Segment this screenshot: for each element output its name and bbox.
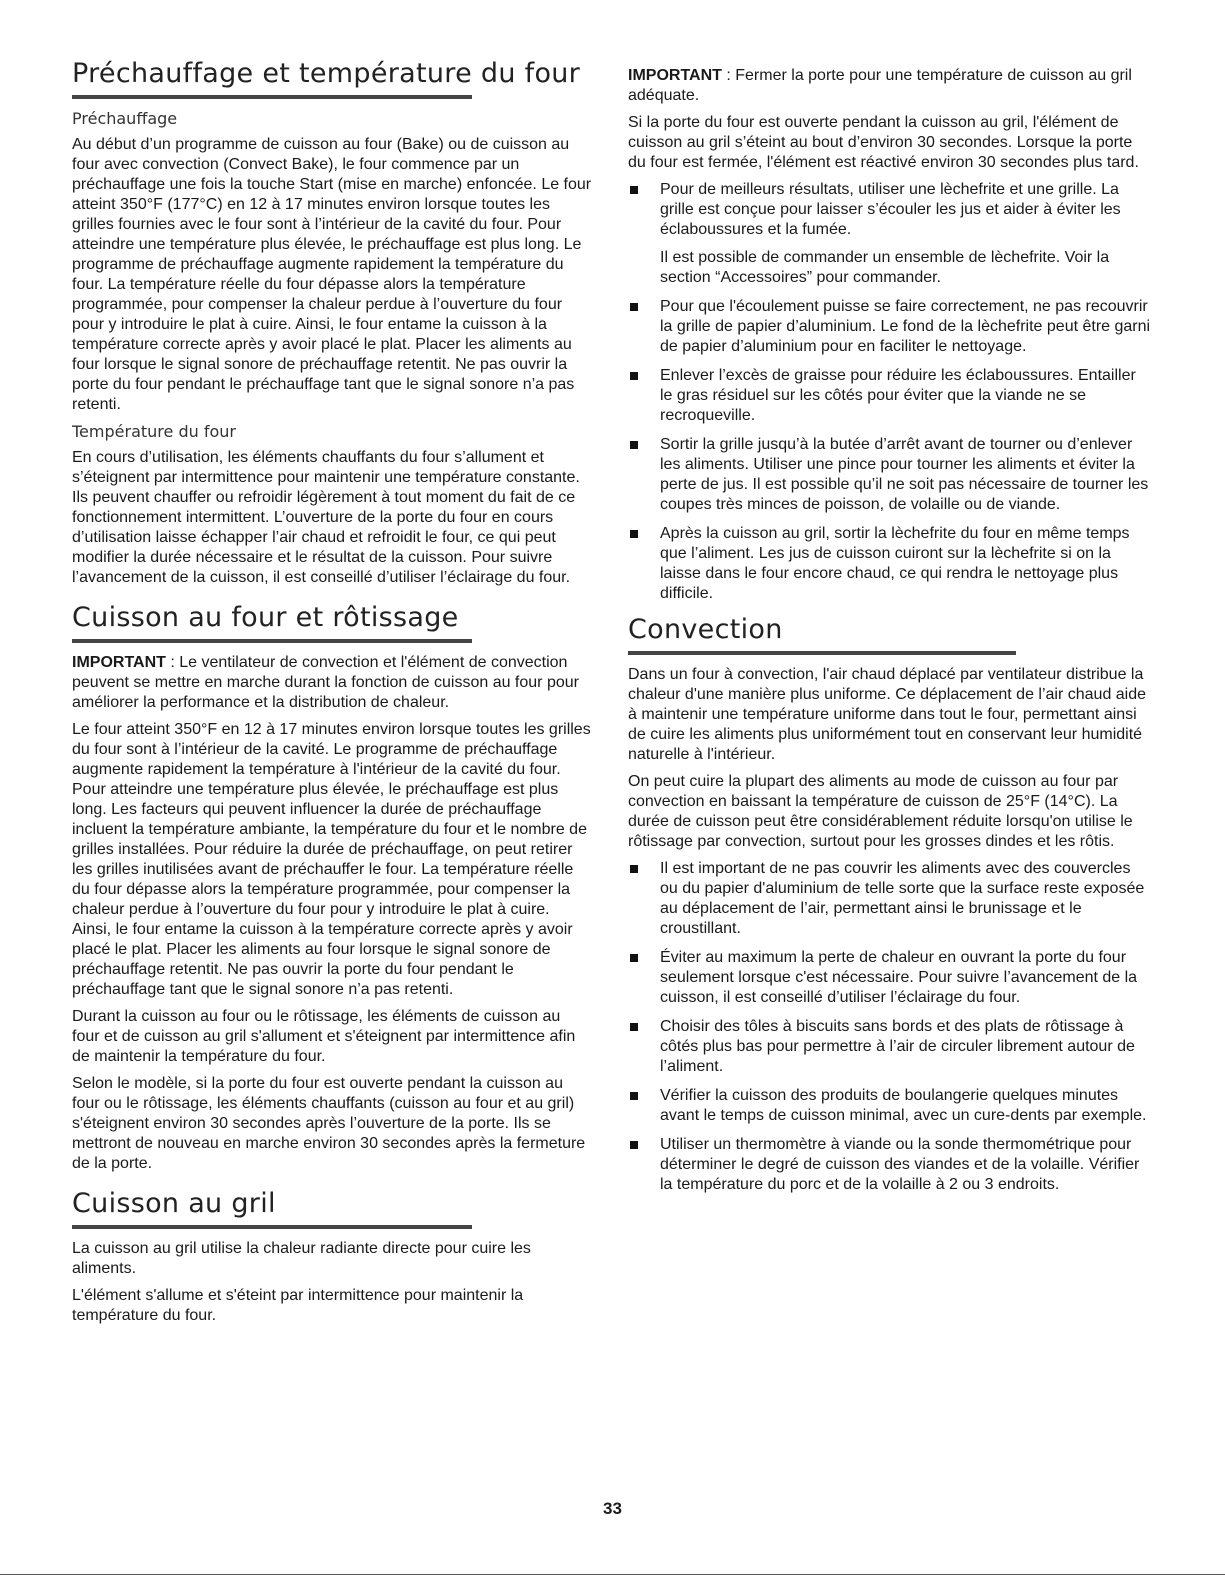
- bottom-border: [0, 1574, 1225, 1575]
- bullet-square-icon: [630, 865, 638, 873]
- subheading-preheat: Préchauffage: [72, 109, 178, 128]
- bullet-square-icon: [630, 1023, 638, 1031]
- section-title-preheat: Préchauffage et température du four: [72, 58, 581, 89]
- bullet-square-icon: [630, 372, 638, 380]
- section-rule: [72, 639, 472, 643]
- bullet-square-icon: [630, 954, 638, 962]
- subheading-oven-temp: Température du four: [72, 422, 236, 441]
- section-title-broil: Cuisson au gril: [72, 1188, 276, 1219]
- bullet-square-icon: [630, 1092, 638, 1100]
- convection-bullet-list: [628, 859, 1152, 1195]
- paragraph: Au début d’un programme de cuisson au four (Bake) ou de cuisson au four avec convection (Convect Bake), le four commence par un préchauffage une fois la touche Start (mise en marche) enfoncée. Le four atteint 350°F (177°C) en 12 à 17 minutes environ lorsque toutes les grilles fournies avec le four sont à l’intérieur de la cavité du four. Pour atteindre une température plus élevée, le préchauffage est plus long. Le programme de préchauffage augmente rapidement la température du four. La température réelle du four dépasse alors la température programmée, pour compenser la chaleur perdue à l’ouverture du four pour y introduire le plat à cuire. Ainsi, le four entame la cuisson à la température correcte après y avoir placé le plat. Placer les aliments au four lorsque le signal sonore de préchauffage retentit. Ne pas ouvrir la porte du four pendant le préchauffage tant que le signal sonore n’a pas retenti.: [72, 136, 592, 413]
- list-item: Sortir la grille jusqu’à la butée d’arrêt avant de tourner ou d’enlever les aliments. Utiliser une pince pour tourner les aliments et éviter la perte de jus. Il est possible qu’il ne soit pas nécessaire de tourner les coupes très minces de poisson, de volaille ou de viande.: [628, 435, 1152, 515]
- list-item: Vérifier la cuisson des produits de boulangerie quelques minutes avant le temps de cuisson minimal, avec un cure-dents par exemple.: [628, 1086, 1152, 1126]
- left-column: [72, 58, 592, 1333]
- section-rule: [72, 1225, 472, 1229]
- paragraph: Durant la cuisson au four ou le rôtissage, les éléments de cuisson au four et de cuisson au gril s'allument et s'éteignent par intermittence afin de maintenir la température du four.: [72, 1008, 576, 1065]
- important-label: IMPORTANT: [628, 67, 722, 84]
- section-rule: [72, 95, 472, 99]
- list-item: Après la cuisson au gril, sortir la lèchefrite du four en même temps que l’aliment. Les jus de cuisson cuiront sur la lèchefrite si on la laisse dans le four encore chaud, ce qui rendra le nettoyage plus difficile.: [628, 524, 1152, 604]
- section-title-convection: Convection: [628, 614, 783, 645]
- right-column: [628, 66, 1152, 1204]
- bullet-square-icon: [630, 303, 638, 311]
- bullet-square-icon: [630, 186, 638, 194]
- paragraph: Selon le modèle, si la porte du four est ouverte pendant la cuisson au four ou le rôtissage, les éléments chauffants (cuisson au four et au gril) s'éteignent environ 30 secondes après l’ouverture de la porte. Ils se mettront de nouveau en marche environ 30 secondes après la fermeture de la porte.: [72, 1075, 586, 1172]
- bullet-square-icon: [630, 441, 638, 449]
- important-label: IMPORTANT: [72, 654, 166, 671]
- list-item: Utiliser un thermomètre à viande ou la sonde thermométrique pour déterminer le degré de cuisson des viandes et de la volaille. Vérifier la température du porc et de la volaille à 2 ou 3 endroits.: [628, 1135, 1152, 1195]
- bullet-square-icon: [630, 530, 638, 538]
- paragraph-important: IMPORTANT : Le ventilateur de convection et l'élément de convection peuvent se mettre en marche durant la fonction de cuisson au four pour améliorer la performance et la distribution de chaleur.: [72, 654, 579, 711]
- broil-bullet-list: [628, 180, 1152, 604]
- section-title-bake-roast: Cuisson au four et rôtissage: [72, 602, 459, 633]
- list-item: Il est important de ne pas couvrir les aliments avec des couvercles ou du papier d'aluminium de telle sorte que la surface reste exposée au déplacement de l’air, permettant ainsi le brunissage et le croustillant.: [628, 859, 1152, 939]
- paragraph: En cours d’utilisation, les éléments chauffants du four s’allument et s’éteignent par intermittence pour maintenir une température constante. Ils peuvent chauffer ou refroidir légèrement à tout moment du fait de ce fonctionnement intermittent. L’ouverture de la porte du four en cours d’utilisation laisse échapper l’air chaud et refroidit le four, ce qui peut modifier la durée nécessaire et le résultat de la cuisson. Pour suivre l’avancement de la cuisson, il est conseillé d’utiliser l’éclairage du four.: [72, 449, 580, 586]
- list-item-note: Il est possible de commander un ensemble de lèchefrite. Voir la section “Accessoires” pour commander.: [660, 249, 1110, 286]
- list-item: Éviter au maximum la perte de chaleur en ouvrant la porte du four seulement lorsque c'est nécessaire. Pour suivre l’avancement de la cuisson, il est conseillé d’utiliser l’éclairage du four.: [628, 948, 1152, 1008]
- list-item: Pour que l'écoulement puisse se faire correctement, ne pas recouvrir la grille de papier d’aluminium. Le fond de la lèchefrite peut être garni de papier d’aluminium pour en faciliter le nettoyage.: [628, 297, 1152, 357]
- page-number: 33: [603, 1499, 622, 1518]
- paragraph: L'élément s'allume et s'éteint par intermittence pour maintenir la température du four.: [72, 1287, 524, 1324]
- list-item: Pour de meilleurs résultats, utiliser une lèchefrite et une grille. La grille est conçue pour laisser s’écouler les jus et aider à éviter les éclaboussures et la fumée. Il est possible de commander un ensemble de lèchefrite. Voir la section “Accessoires” pour commander.: [628, 180, 1152, 288]
- paragraph: Dans un four à convection, l'air chaud déplacé par ventilateur distribue la chaleur d'une manière plus uniforme. Ce déplacement de l’air chaud aide à maintenir une température uniforme dans tout le four, permettant ainsi de cuire les aliments plus uniformément tout en conservant leur humidité naturelle à l'intérieur.: [628, 666, 1147, 763]
- paragraph: La cuisson au gril utilise la chaleur radiante directe pour cuire les aliments.: [72, 1240, 531, 1277]
- paragraph-important: IMPORTANT : Fermer la porte pour une température de cuisson au gril adéquate.: [628, 67, 1132, 104]
- paragraph: On peut cuire la plupart des aliments au mode de cuisson au four par convection en baissant la température de cuisson de 25°F (14°C). La durée de cuisson peut être considérablement réduite lorsqu'on utilise le rôtissage par convection, surtout pour les grosses dindes et les rôtis.: [628, 773, 1133, 850]
- section-rule: [628, 651, 1016, 655]
- list-item: Choisir des tôles à biscuits sans bords et des plats de rôtissage à côtés plus bas pour permettre à l’air de circuler librement autour de l’aliment.: [628, 1017, 1152, 1077]
- paragraph: Si la porte du four est ouverte pendant la cuisson au gril, l'élément de cuisson au gril s’éteint au bout d’environ 30 secondes. Lorsque la porte du four est fermée, l'élément est réactivé environ 30 secondes plus tard.: [628, 114, 1139, 171]
- list-item: Enlever l’excès de graisse pour réduire les éclaboussures. Entailler le gras résiduel sur les côtés pour éviter que la viande ne se recroqueville.: [628, 366, 1152, 426]
- bullet-square-icon: [630, 1141, 638, 1149]
- paragraph: Le four atteint 350°F en 12 à 17 minutes environ lorsque toutes les grilles du four sont à l’intérieur de la cavité. Le programme de préchauffage augmente rapidement la température à l'intérieur de la cavité du four. Pour atteindre une température plus élevée, le préchauffage est plus long. Les facteurs qui peuvent influencer la durée de préchauffage incluent la température ambiante, la température du four et le nombre de grilles installées. Pour réduire la durée de préchauffage, on peut retirer les grilles inutilisées avant de préchauffer le four. La température réelle du four dépasse alors la température programmée, pour compenser la chaleur perdue à l’ouverture du four pour y introduire le plat à cuire. Ainsi, le four entame la cuisson à la température correcte après y avoir placé le plat. Placer les aliments au four lorsque le signal sonore de préchauffage retentit. Ne pas ouvrir la porte du four pendant le préchauffage tant que le signal sonore n’a pas retenti.: [72, 721, 591, 998]
